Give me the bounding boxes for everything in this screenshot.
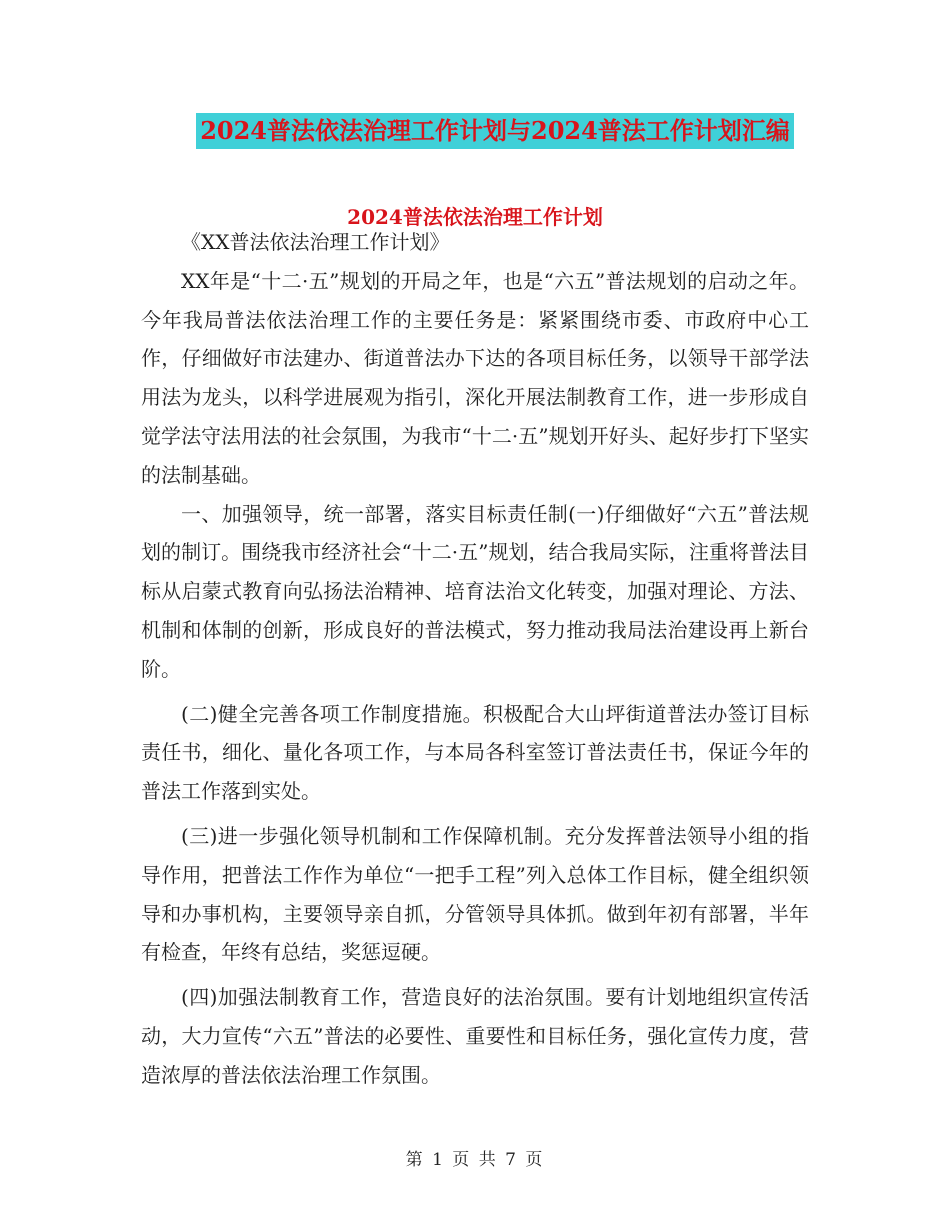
document-title: 2024普法依法治理工作计划与2024普法工作计划汇编: [196, 113, 794, 149]
paragraph-section-4: (四)加强法制教育工作，营造良好的法治氛围。要有计划地组织宣传活动，大力宣传“六五”普法的必要性、重要性和目标任务，强化宣传力度，营造浓厚的普法依法治理工作氛围。: [141, 985, 809, 1087]
paragraph-section-1: 一、加强领导，统一部署，落实目标责任制(一)仔细做好“六五”普法规划的制订。围绕我市经济社会“十二·五”规划，结合我局实际，注重将普法目标从启蒙式教育向弘扬法治精神、培育法治文化转变，加强对理论、方法、机制和体制的创新，形成良好的普法模式，努力推动我局法治建设再上新台阶。: [141, 501, 809, 681]
paragraph-section-3: (三)进一步强化领导机制和工作保障机制。充分发挥普法领导小组的指导作用，把普法工作作为单位“一把手工程”列入总体工作目标，健全组织领导和办事机构，主要领导亲自抓，分管领导具体抓。做到年初有部署，半年有检查，年终有总结，奖惩逗硬。: [141, 823, 809, 965]
paragraph-plan-name: 《XX普法依法治理工作计划》: [181, 230, 450, 254]
paragraph-intro: XX年是“十二·五”规划的开局之年，也是“六五”普法规划的启动之年。今年我局普法依法治理工作的主要任务是：紧紧围绕市委、市政府中心工作，仔细做好市法建办、街道普法办下达的各项目标任务，以领导干部学法用法为龙头，以科学进展观为指引，深化开展法制教育工作，进一步形成自觉学法守法用法的社会氛围，为我市“十二·五”规划开好头、起好步打下坚实的法制基础。: [141, 268, 809, 487]
page-footer: 第 1 页 共 7 页: [405, 1150, 545, 1170]
document-title-wrap: [0, 113, 950, 149]
section-title: 2024普法依法治理工作计划: [347, 205, 603, 229]
document-body: [141, 223, 809, 1095]
paragraph-section-2: (二)健全完善各项工作制度措施。积极配合大山坪街道普法办签订目标责任书，细化、量化各项工作，与本局各科室签订普法责任书，保证今年的普法工作落到实处。: [141, 701, 809, 804]
